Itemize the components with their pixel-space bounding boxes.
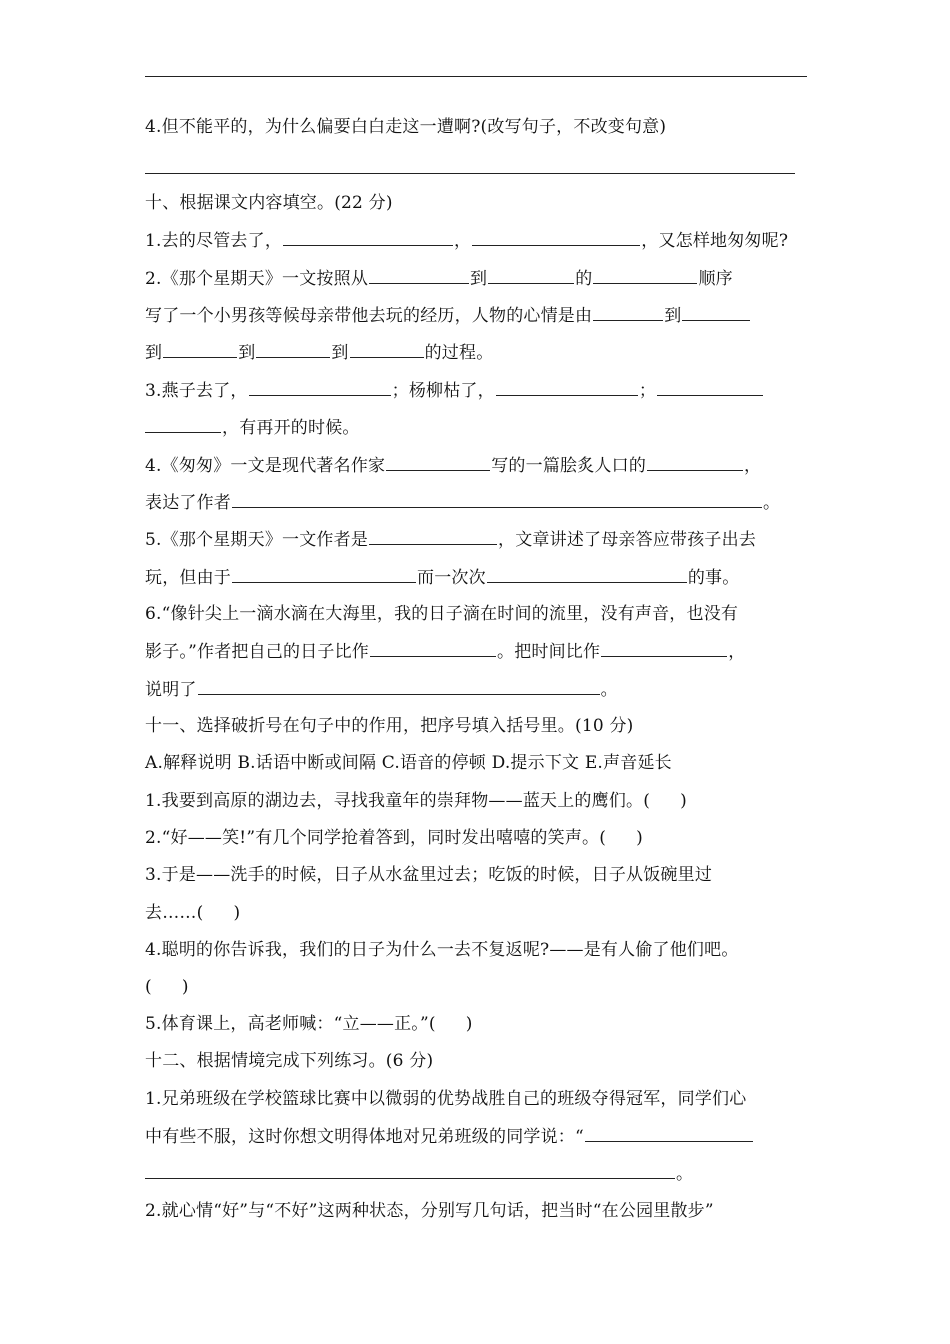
s11-q3-text-a: 3.于是——洗手的时候，日子从水盆里过去；吃饭的时候，日子从饭碗里过 — [145, 865, 713, 885]
s12-q1-text-c: 。 — [676, 1164, 694, 1184]
s12-q1-line1 — [145, 1088, 746, 1110]
section12-title-text: 十二、根据情境完成下列练习。(6 分) — [145, 1051, 434, 1071]
s10-q2-text-g: 到 — [145, 343, 163, 363]
s10-q4-line2 — [145, 491, 780, 514]
s11-q2 — [145, 827, 643, 849]
s10-q6-blank-1[interactable] — [370, 640, 496, 657]
s10-q2-blank-4[interactable] — [593, 304, 663, 321]
s10-q6-blank-3[interactable] — [198, 678, 600, 695]
s10-q5-text-e: 的事。 — [687, 568, 740, 588]
s10-q1-text-b: ， — [454, 231, 472, 251]
s11-q3-paren-close: ) — [233, 903, 241, 923]
s10-q3-text-a: 3.燕子去了， — [145, 381, 248, 401]
s11-q4-text-b: ( — [145, 977, 152, 997]
s10-q2-blank-8[interactable] — [350, 341, 424, 358]
s10-q3-blank-2[interactable] — [496, 379, 638, 396]
s12-q2 — [145, 1200, 714, 1222]
s11-q2-paren-close: ) — [636, 828, 643, 848]
s10-q6-blank-2[interactable] — [601, 640, 727, 657]
s11-q1-paren-close: ) — [680, 791, 687, 811]
s10-q6-text-c: 。把时间比作 — [497, 642, 601, 662]
s10-q2-text-d: 顺序 — [698, 269, 733, 289]
s11-q5-text: 5.体育课上，高老师喊：“立——正。”( — [145, 1014, 436, 1034]
s10-q6-text-a: 6.“像针尖上一滴水滴在大海里，我的日子滴在时间的流里，没有声音，也没有 — [145, 604, 739, 624]
s10-q3-blank-4[interactable] — [145, 416, 221, 433]
s11-q5-paren-close: ) — [465, 1014, 473, 1034]
answer-line-q9-4[interactable] — [145, 173, 795, 174]
s11-q2-text: 2.“好——笑!”有几个同学抢着答到，同时发出嘻嘻的笑声。( — [145, 828, 607, 848]
section10-title-text: 十、根据课文内容填空。(22 分) — [145, 193, 393, 213]
s10-q3-text-c: ； — [638, 381, 657, 401]
s10-q5-line1 — [145, 528, 756, 551]
s10-q4-blank-3[interactable] — [232, 491, 762, 508]
s10-q1-blank-1[interactable] — [283, 229, 453, 246]
s11-q4-line2 — [145, 976, 189, 998]
s10-q5-blank-2[interactable] — [232, 566, 416, 583]
s11-q5 — [145, 1013, 473, 1035]
s11-q3-line2 — [145, 902, 240, 924]
s12-q1-blank-1[interactable] — [585, 1125, 753, 1142]
s10-q6-text-f: 。 — [600, 680, 618, 700]
s10-q5-text-b: ，文章讲述了母亲答应带孩子出去 — [498, 530, 757, 550]
s10-q4-text-d: 表达了作者 — [145, 493, 231, 513]
s10-q2-text-i: 到 — [331, 343, 349, 363]
section10-title — [145, 192, 393, 214]
s10-q2-blank-1[interactable] — [369, 267, 469, 284]
s11-q3-line1 — [145, 864, 712, 886]
s10-q5-line2 — [145, 566, 739, 589]
s10-q2-text-b: 到 — [470, 269, 488, 289]
answer-line-top — [145, 76, 807, 77]
s10-q3-line2 — [145, 416, 360, 439]
s10-q4-text-a: 4.《匆匆》一文是现代著名作家 — [145, 456, 386, 476]
s10-q5-text-a: 5.《那个星期天》一文作者是 — [145, 530, 369, 550]
s10-q2-line2 — [145, 304, 751, 327]
s10-q3-line1 — [145, 379, 764, 402]
s10-q5-blank-1[interactable] — [369, 528, 497, 545]
s10-q2-text-a: 2.《那个星期天》一文按照从 — [145, 269, 369, 289]
s12-q1-text-a: 1.兄弟班级在学校篮球比赛中以微弱的优势战胜自己的班级夺得冠军，同学们心 — [145, 1089, 747, 1109]
s11-q4-paren-close: ) — [181, 977, 189, 997]
s11-options — [145, 752, 672, 774]
s10-q2-blank-5[interactable] — [682, 304, 750, 321]
s10-q3-text-d: ，有再开的时候。 — [222, 418, 360, 438]
s10-q2-line3 — [145, 341, 493, 364]
s10-q2-text-c: 的 — [575, 269, 593, 289]
s10-q4-text-b: 写的一篇脍炙人口的 — [491, 456, 647, 476]
s10-q3-blank-3[interactable] — [657, 379, 763, 396]
s10-q4-blank-2[interactable] — [647, 454, 743, 471]
s11-q1 — [145, 790, 687, 812]
s12-q1-blank-2[interactable] — [145, 1162, 675, 1179]
s12-q2-text: 2.就心情“好”与“不好”这两种状态，分别写几句话，把当时“在公园里散步” — [145, 1201, 714, 1221]
s10-q2-text-f: 到 — [664, 306, 682, 326]
q9-item4-text: 4.但不能平的，为什么偏要白白走这一遭啊?(改写句子，不改变句意) — [145, 117, 667, 137]
s10-q6-text-b: 影子。”作者把自己的日子比作 — [145, 642, 369, 662]
q9-item4 — [145, 116, 666, 138]
s12-q1-line2 — [145, 1125, 754, 1148]
s11-q1-text: 1.我要到高原的湖边去，寻找我童年的崇拜物——蓝天上的鹰们。( — [145, 791, 651, 811]
s10-q2-text-e: 写了一个小男孩等候母亲带他去玩的经历，人物的心情是由 — [145, 306, 593, 326]
section11-title — [145, 715, 634, 737]
s11-q3-text-b: 去……( — [145, 903, 204, 923]
s10-q5-blank-3[interactable] — [487, 566, 687, 583]
s10-q5-text-d: 而一次次 — [417, 568, 486, 588]
s10-q2-text-j: 的过程。 — [424, 343, 494, 363]
s11-options-text: A.解释说明 B.话语中断或间隔 C.语音的停顿 D.提示下文 E.声音延长 — [145, 753, 672, 773]
s10-q6-line2 — [145, 640, 745, 663]
s11-q4-text-a: 4.聪明的你告诉我，我们的日子为什么一去不复返呢?——是有人偷了他们吧。 — [145, 940, 739, 960]
s10-q6-text-d: ， — [728, 642, 746, 662]
s10-q4-text-e: 。 — [763, 493, 781, 513]
section12-title — [145, 1050, 433, 1072]
s12-q1-line3 — [145, 1162, 693, 1185]
s10-q1-text-c: ，又怎样地匆匆呢? — [641, 231, 789, 251]
s10-q6-text-e: 说明了 — [145, 680, 197, 700]
section11-title-text: 十一、选择破折号在句子中的作用，把序号填入括号里。(10 分) — [145, 716, 634, 736]
s10-q1-text-a: 1.去的尽管去了， — [145, 231, 283, 251]
s10-q3-blank-1[interactable] — [249, 379, 391, 396]
s10-q2-line1 — [145, 267, 733, 290]
s10-q1-blank-2[interactable] — [472, 229, 640, 246]
s10-q4-line1 — [145, 454, 761, 477]
s10-q2-blank-7[interactable] — [256, 341, 330, 358]
s10-q2-blank-2[interactable] — [488, 267, 574, 284]
s10-q2-blank-3[interactable] — [593, 267, 697, 284]
s10-q2-text-h: 到 — [238, 343, 256, 363]
s10-q4-text-c: ， — [744, 456, 762, 476]
s10-q4-blank-1[interactable] — [386, 454, 490, 471]
s11-q4-line1 — [145, 939, 739, 961]
s12-q1-text-b: 中有些不服，这时你想文明得体地对兄弟班级的同学说：“ — [145, 1127, 584, 1147]
s10-q6-line1 — [145, 603, 738, 625]
s10-q6-line3 — [145, 678, 618, 701]
s10-q2-blank-6[interactable] — [163, 341, 237, 358]
s10-q5-text-c: 玩，但由于 — [145, 568, 231, 588]
s10-q3-text-b: ；杨柳枯了， — [391, 381, 495, 401]
s10-q1 — [145, 229, 788, 252]
